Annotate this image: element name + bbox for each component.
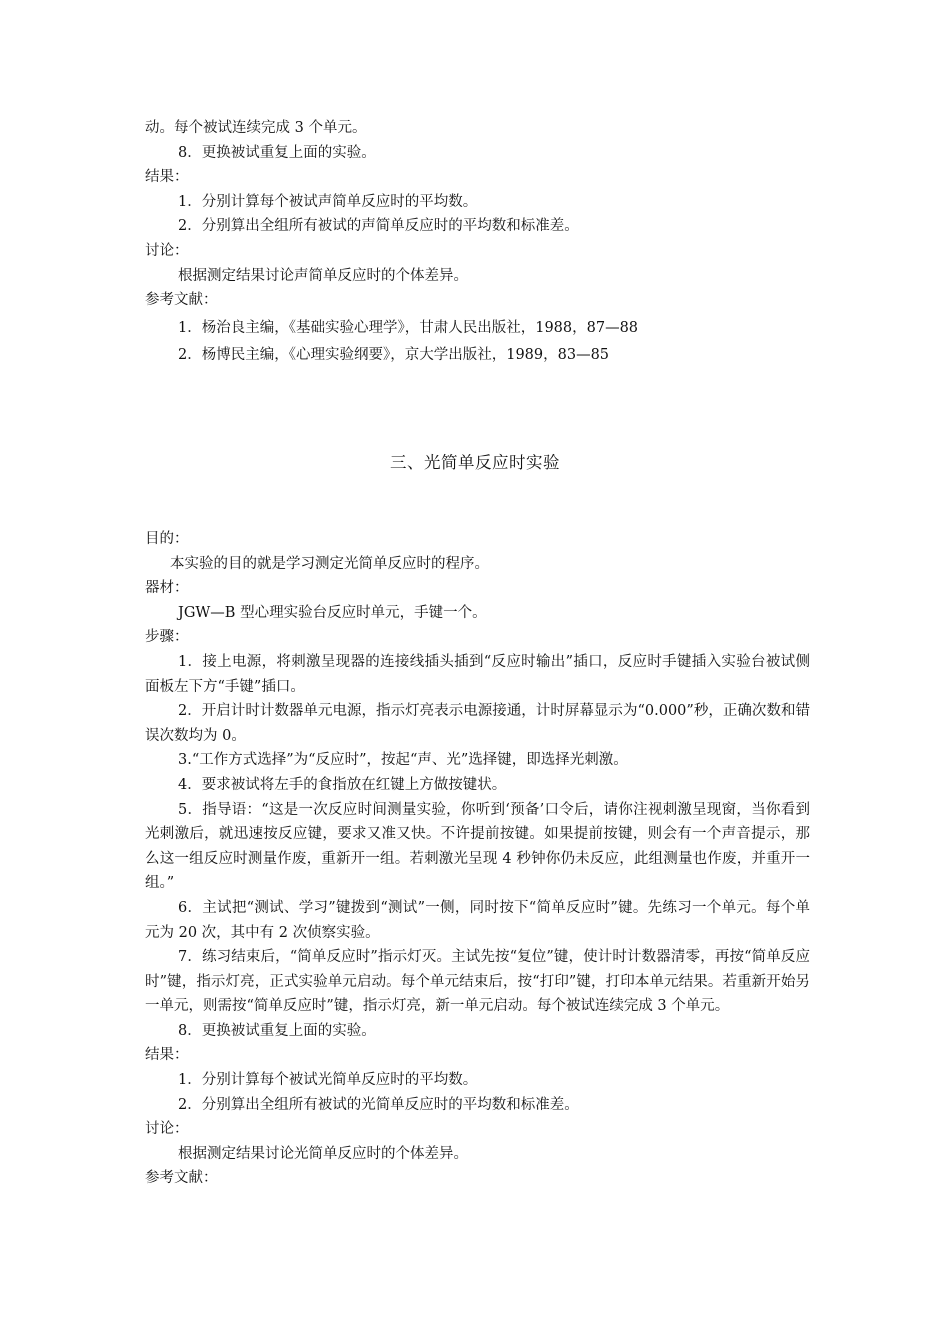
step-item: 5．指导语：“这是一次反应时间测量实验，你听到‘预备’口令后，请你注视刺激呈现窗，当你看到光刺激后，就迅速按反应键，要求又准又快。不许提前按键。如果提前按键，则会有一个声音提示，那么这一组反应时测量作废，重新开一组。若刺激光呈现 4 秒钟你仍未反应，此组测量也作废，并重开一组。” xyxy=(145,801,810,892)
discussion-text: 根据测定结果讨论光简单反应时的个体差异。 xyxy=(178,1145,468,1162)
step-8: 8．更换被试重复上面的实验。 xyxy=(178,144,376,161)
step-item: 6．主试把“测试、学习”键拨到“测试”一侧，同时按下“简单反应时”键。先练习一个单元。每个单元为 20 次，其中有 2 次侦察实验。 xyxy=(145,899,810,941)
discussion-text: 根据测定结果讨论声简单反应时的个体差异。 xyxy=(178,267,468,284)
references-heading: 参考文献： xyxy=(145,1170,218,1187)
discussion-heading: 讨论： xyxy=(145,242,189,259)
purpose-text: 本实验的目的就是学习测定光简单反应时的程序。 xyxy=(170,555,489,572)
results-heading: 结果： xyxy=(145,169,189,186)
references-heading: 参考文献： xyxy=(145,292,218,309)
reference-item: 1．杨治良主编，《基础实验心理学》，甘肃人民出版社，1988，87—88 xyxy=(178,319,639,336)
purpose-heading: 目的： xyxy=(145,531,189,547)
discussion-heading: 讨论： xyxy=(145,1121,189,1138)
results-heading: 结果： xyxy=(145,1047,189,1064)
step-item: 4．要求被试将左手的食指放在红键上方做按键状。 xyxy=(178,776,507,793)
section-body xyxy=(145,527,810,1191)
equipment-text: JGW—B 型心理实验台反应时单元，手键一个。 xyxy=(178,604,487,621)
result-item: 2．分别算出全组所有被试的声简单反应时的平均数和标准差。 xyxy=(178,218,579,235)
result-item: 1．分别计算每个被试光简单反应时的平均数。 xyxy=(178,1072,478,1089)
equipment-heading: 器材： xyxy=(145,580,189,597)
step-item: 3.“工作方式选择”为“反应时”，按起“声、光”选择键，即选择光刺激。 xyxy=(178,752,628,769)
step-item: 1．接上电源，将刺激呈现器的连接线插头插到“反应时输出”插口，反应时手键插入实验台被试侧面板左下方“手键”插口。 xyxy=(145,653,810,695)
step-item: 7．练习结束后，“简单反应时”指示灯灭。主试先按“复位”键，使计时计数器清零，再按“简单反应时”键，指示灯亮，正式实验单元启动。每个单元结束后，按“打印”键，打印本单元结果。若重新开始另一单元，则需按“简单反应时”键，指示灯亮，新一单元启动。每个被试连续完成 3 个单元。 xyxy=(145,949,810,1015)
result-item: 2．分别算出全组所有被试的光简单反应时的平均数和标准差。 xyxy=(178,1096,579,1113)
previous-section-tail xyxy=(145,116,810,368)
step-continuation: 动。每个被试连续完成 3 个单元。 xyxy=(145,120,367,136)
result-item: 1．分别计算每个被试声简单反应时的平均数。 xyxy=(178,193,478,210)
steps-heading: 步骤： xyxy=(145,629,189,646)
section-title: 三、光简单反应时实验 xyxy=(390,453,560,472)
step-item: 2．开启计时计数器单元电源，指示灯亮表示电源接通，计时屏幕显示为“0.000”秒，正确次数和错误次数均为 0。 xyxy=(145,703,810,744)
reference-item: 2．杨博民主编，《心理实验纲要》，京大学出版社，1989，83—85 xyxy=(178,347,610,364)
step-item: 8．更换被试重复上面的实验。 xyxy=(178,1022,376,1039)
